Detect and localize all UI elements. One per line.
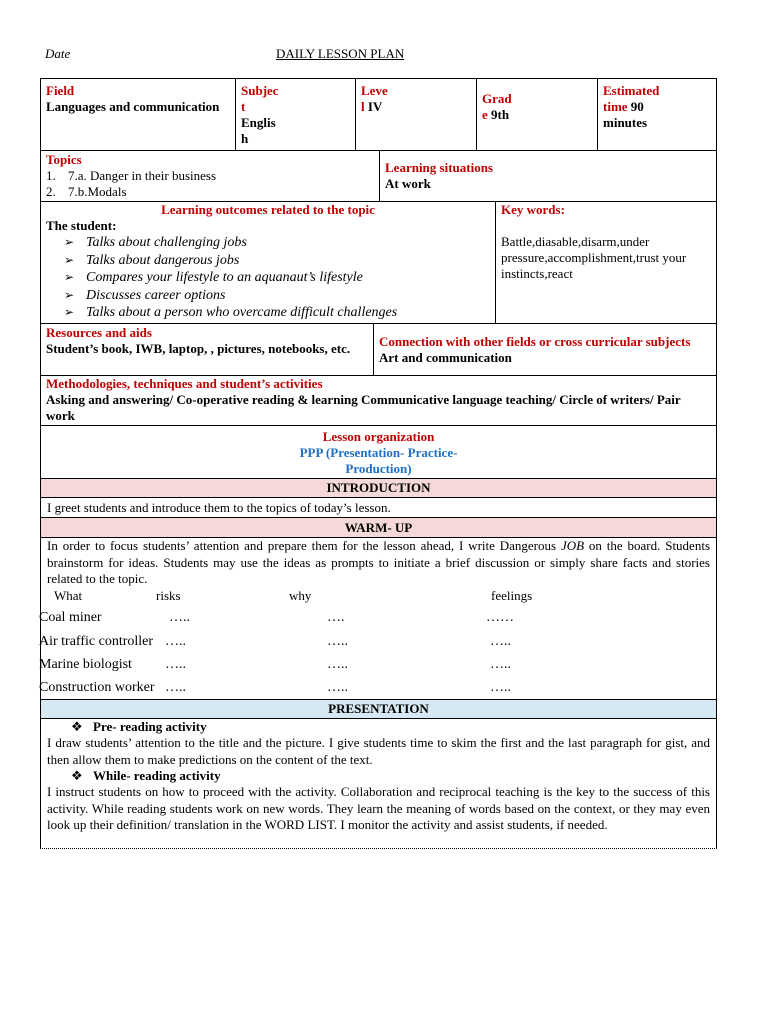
topics-row [41, 151, 716, 202]
lesson-plan-table [40, 78, 717, 849]
list-item [64, 287, 490, 305]
table-row [41, 680, 716, 700]
connection-cell [374, 324, 716, 375]
methodologies-value: Asking and answering/ Co-operative reading & learning Communicative language teaching/ Circle of writers/ Pair work [46, 392, 681, 423]
time-value: 90 [630, 99, 644, 114]
outcomes-row [41, 202, 716, 324]
time-unit: minutes [603, 115, 648, 130]
list-item [64, 252, 490, 270]
methodologies-label: Methodologies, techniques and student’s activities [46, 376, 323, 391]
topic-text: 7.b.Modals [68, 184, 127, 199]
topic-item [46, 184, 374, 200]
presentation-section [41, 719, 716, 849]
arrow-bullet-icon: ➢ [64, 270, 75, 284]
warmup-header: WARM- UP [41, 517, 716, 538]
learning-situations-label: Learning situations [385, 160, 493, 175]
grade-label: Grad [482, 91, 512, 106]
keywords-value: Battle,diasable,disarm,under pressure,accomplishment,trust your instincts,react [501, 234, 687, 281]
page-title: DAILY LESSON PLAN [276, 46, 405, 61]
resources-label: Resources and aids [46, 325, 152, 340]
outcome-text: Compares your lifestyle to an aquanaut’s lifestyle [86, 270, 363, 285]
subject-label: Subjec [241, 83, 279, 98]
outcome-text: Discusses career options [86, 287, 226, 303]
info-row [41, 79, 716, 151]
table-row [41, 657, 716, 677]
topics-label: Topics [46, 152, 82, 167]
column-header-risks: risks [156, 588, 181, 603]
organization-row [41, 426, 716, 478]
introduction-header: INTRODUCTION [41, 478, 716, 498]
outcome-text: Talks about challenging jobs [86, 235, 247, 250]
subject-label-cont: t [241, 99, 246, 114]
warmup-columns [41, 588, 716, 608]
risks-blank: ….. [169, 610, 190, 625]
level-label-cont: l [361, 99, 365, 114]
keywords-cell [496, 202, 716, 323]
organization-method-cont: Production) [345, 461, 412, 476]
why-blank: ….. [327, 657, 348, 672]
feelings-blank: ….. [490, 657, 511, 672]
warmup-text-part: on the board. Students brainstorm for ideas. Students may use the ideas as prompts to initiate a brief discussion or simply share facts and stories related to the topic. [47, 538, 710, 586]
table-row [41, 634, 716, 654]
warmup-text-part: In order to focus students’ attention and prepare them for the lesson ahead, I write Dangerous [47, 538, 561, 553]
outcomes-cell [41, 202, 496, 323]
level-value: IV [367, 99, 383, 114]
field-cell [41, 79, 236, 150]
why-blank: ….. [327, 680, 348, 695]
diamond-bullet-icon: ❖ [71, 768, 83, 783]
subject-value-cont: h [241, 131, 249, 146]
list-item [64, 234, 490, 252]
column-header-why: why [289, 588, 312, 603]
connection-label: Connection with other fields or cross curricular subjects [379, 334, 691, 349]
presentation-header: PRESENTATION [41, 699, 716, 719]
pre-reading-heading [41, 719, 716, 735]
risks-blank: ….. [165, 657, 186, 672]
diamond-bullet-icon: ❖ [71, 719, 83, 734]
while-reading-heading [41, 768, 716, 784]
resources-cell [41, 324, 374, 375]
warmup-keyword: JOB [560, 538, 585, 553]
column-header-what: What [54, 588, 83, 603]
arrow-bullet-icon: ➢ [64, 305, 75, 319]
outcome-text: Talks about a person who overcame difficult challenges [86, 305, 398, 320]
job-name: Air traffic controller [39, 634, 154, 649]
learning-situations-value: At work [385, 176, 431, 191]
arrow-bullet-icon: ➢ [64, 252, 75, 267]
field-label: Field [46, 83, 75, 98]
grade-value: 9th [491, 107, 510, 122]
organization-label: Lesson organization [322, 429, 435, 444]
methodologies-cell [41, 376, 716, 425]
pre-reading-text: I draw students’ attention to the title and the picture. I give students time to skim the first and the last paragraph for gist, and then allow them to make predictions on the content of the text. [47, 735, 710, 767]
warmup-section [41, 538, 716, 699]
risks-blank: ….. [165, 680, 186, 695]
column-header-feelings: feelings [491, 588, 533, 603]
table-row [41, 610, 716, 630]
time-label-cont: time [603, 99, 628, 114]
job-name: Coal miner [39, 610, 102, 625]
level-cell [356, 79, 477, 150]
feelings-blank: …… [486, 610, 514, 625]
topic-number: 2. [46, 184, 56, 199]
time-cell [598, 79, 716, 150]
job-name: Construction worker [39, 680, 155, 695]
grade-cell [477, 79, 598, 150]
keywords-label: Key words: [501, 202, 565, 217]
time-label: Estimated [603, 83, 660, 98]
why-blank: …. [327, 610, 345, 625]
student-label: The student: [46, 218, 117, 233]
arrow-bullet-icon: ➢ [64, 287, 75, 302]
learning-situations-cell [380, 151, 716, 201]
arrow-bullet-icon: ➢ [64, 235, 75, 249]
outcomes-label: Learning outcomes related to the topic [161, 202, 375, 217]
outcome-text: Talks about dangerous jobs [86, 252, 240, 268]
resources-value: Student’s book, IWB, laptop, , pictures, notebooks, etc. [46, 341, 351, 356]
subject-value: Englis [241, 115, 276, 130]
topic-item [46, 168, 374, 184]
date-label: Date [45, 46, 71, 61]
feelings-blank: ….. [490, 634, 511, 649]
job-name: Marine biologist [39, 657, 132, 672]
introduction-text: I greet students and introduce them to the topics of today’s lesson. [47, 500, 391, 515]
outcomes-list [46, 234, 490, 322]
why-blank: ….. [327, 634, 348, 649]
list-item [64, 269, 490, 287]
topic-number: 1. [46, 168, 56, 183]
resources-row [41, 324, 716, 376]
grade-label-cont: e [482, 107, 488, 122]
field-value: Languages and communication [46, 99, 220, 114]
organization-method: PPP (Presentation- Practice- [299, 445, 458, 460]
list-item [64, 304, 490, 322]
connection-value: Art and communication [379, 350, 512, 365]
warmup-text [41, 538, 716, 588]
risks-blank: ….. [165, 634, 186, 649]
while-reading-text: I instruct students on how to proceed with the activity. Collaboration and reciprocal teaching is the key to the success of this activity. While reading students work on new words. They learn the meaning of words based on the context, or they may even look up their definition/ translation in the WORD LIST. I monitor the activity and assist students, if needed. [47, 784, 710, 832]
methodologies-row [41, 376, 716, 426]
feelings-blank: ….. [490, 680, 511, 695]
pre-reading-label: Pre- reading activity [93, 719, 207, 734]
topic-text: 7.a. Danger in their business [68, 168, 217, 183]
while-reading-label: While- reading activity [93, 768, 221, 783]
subject-cell [236, 79, 356, 150]
topics-cell [41, 151, 380, 201]
organization-cell [41, 426, 716, 478]
introduction-section [41, 498, 716, 518]
level-label: Leve [361, 83, 388, 98]
